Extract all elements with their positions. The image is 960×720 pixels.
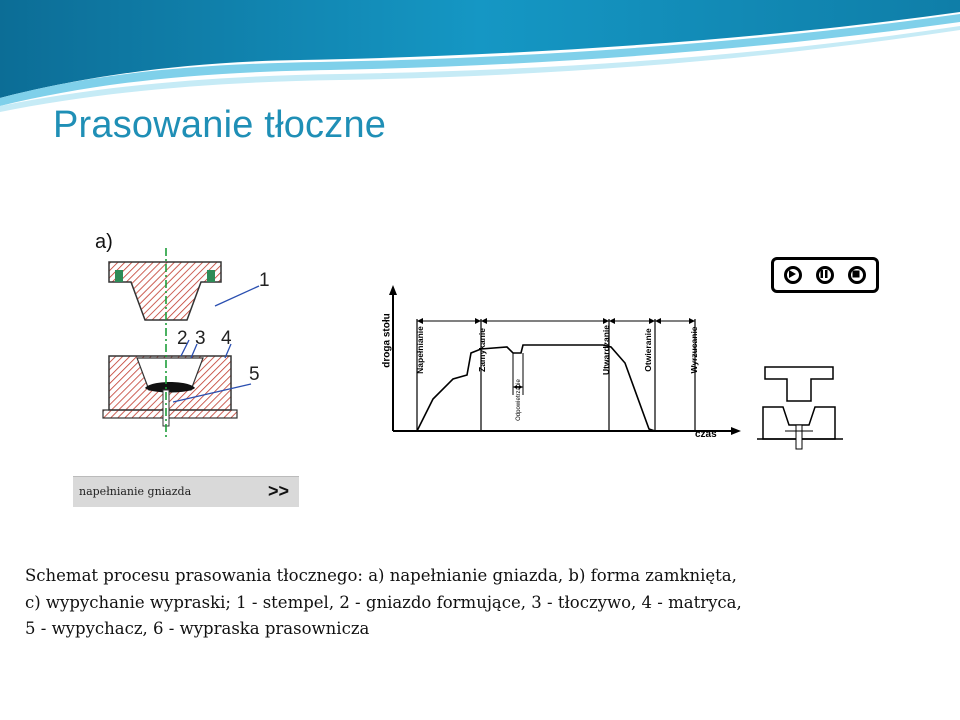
y-axis-label: droga stołu (381, 313, 393, 368)
caption-line-1: Schemat procesu prasowania tłocznego: a) napełnianie gniazda, b) forma zamknięta, (25, 566, 737, 585)
figure-a-label: a) (95, 231, 113, 253)
stop-button[interactable] (848, 266, 866, 284)
mould-schematic-drawing (73, 158, 299, 476)
phase-label-zamykanie: Zamykanie (477, 328, 487, 372)
stop-icon (851, 269, 861, 279)
part-number-3: 3 (195, 328, 206, 349)
part-number-5: 5 (249, 364, 260, 385)
part-number-4: 4 (221, 328, 232, 349)
play-icon (787, 269, 797, 279)
stage-navigation-bar (73, 476, 299, 507)
stage-label: napełnianie gniazda (79, 485, 192, 498)
playback-controls (771, 257, 879, 293)
mini-punch-shape (765, 367, 833, 401)
x-axis-label: czas (695, 429, 717, 440)
punch-shape (109, 262, 221, 320)
pause-button[interactable] (816, 266, 834, 284)
slide-title: Prasowanie tłoczne (53, 104, 387, 146)
phase-label-utwardzanie: Utwardzanie (601, 324, 611, 376)
part-number-2: 2 (177, 328, 188, 349)
next-stage-button[interactable]: >> (267, 481, 289, 501)
play-button[interactable] (784, 266, 802, 284)
phase-label-otwieranie: Otwieranie (643, 328, 653, 372)
phase-label-wyrzucanie: Wyrzucanie (689, 326, 699, 374)
caption-line-2: c) wypychanie wypraski; 1 - stempel, 2 - gniazdo formujące, 3 - tłoczywo, 4 - matryca, (25, 592, 742, 612)
pause-icon (819, 269, 829, 279)
mould-schematic-panel (73, 158, 299, 506)
phase-label-odpowietrzanie: Odpowietrzanie (516, 379, 522, 421)
phase-label-napelnianie: Napełnianie (415, 326, 425, 374)
header-wave-decoration (0, 0, 960, 120)
process-diagram-panel (371, 249, 893, 455)
figure-caption (25, 563, 935, 643)
caption-line-3: 5 - wypychacz, 6 - wypraska prasownicza (25, 619, 370, 638)
part-number-1: 1 (259, 270, 270, 291)
